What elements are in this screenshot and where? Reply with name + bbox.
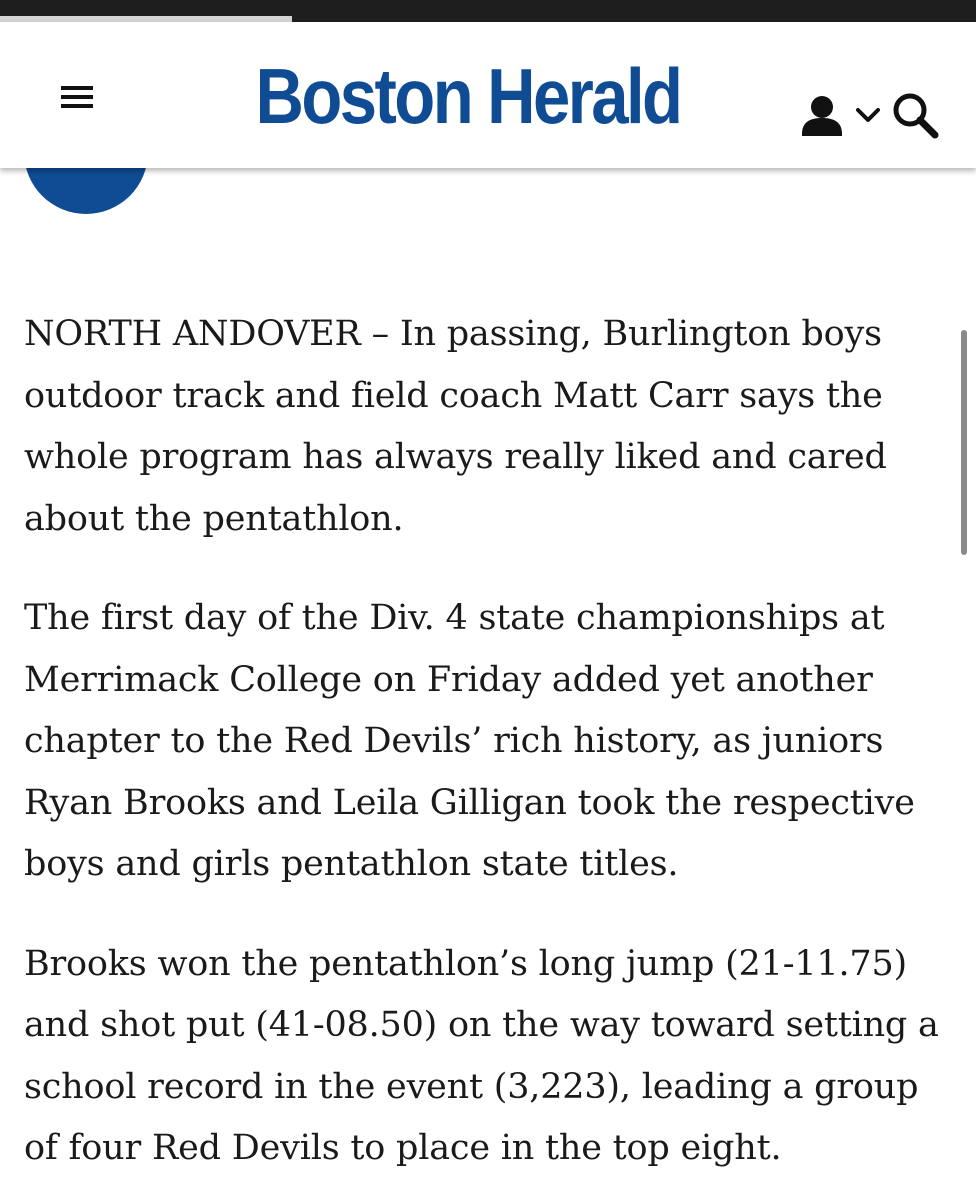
menu-line bbox=[61, 86, 93, 90]
article-paragraph: The first day of the Div. 4 state championships at Merrimack College on Friday added yet another chapter to the Red Devils’ rich history, as juniors Ryan Brooks and Leila Gilligan took the respective boys and girls pentathlon state titles. bbox=[24, 598, 915, 884]
site-header bbox=[0, 22, 976, 168]
article-paragraph: NORTH ANDOVER – In passing, Burlington boys outdoor track and field coach Matt Carr says the whole program has always really liked and cared about the pentathlon. bbox=[24, 314, 887, 539]
search-button[interactable] bbox=[888, 88, 944, 144]
article-paragraph: Brooks won the pentathlon’s long jump (21-11.75) and shot put (41-08.50) on the way toward setting a school record in the event (3,223), leading a group of four Red Devils to place in the top eight. bbox=[24, 943, 939, 1168]
chevron-down-icon bbox=[858, 110, 878, 120]
search-icon bbox=[888, 88, 944, 144]
user-icon bbox=[800, 94, 890, 142]
hamburger-menu-icon[interactable] bbox=[58, 84, 96, 112]
menu-line bbox=[61, 95, 93, 99]
article-body bbox=[24, 304, 954, 1200]
account-menu-button[interactable] bbox=[800, 94, 890, 142]
site-logo[interactable]: Boston Herald bbox=[255, 51, 681, 140]
top-status-bar bbox=[0, 0, 976, 22]
scrollbar-thumb[interactable] bbox=[961, 330, 967, 555]
menu-line bbox=[61, 104, 93, 108]
